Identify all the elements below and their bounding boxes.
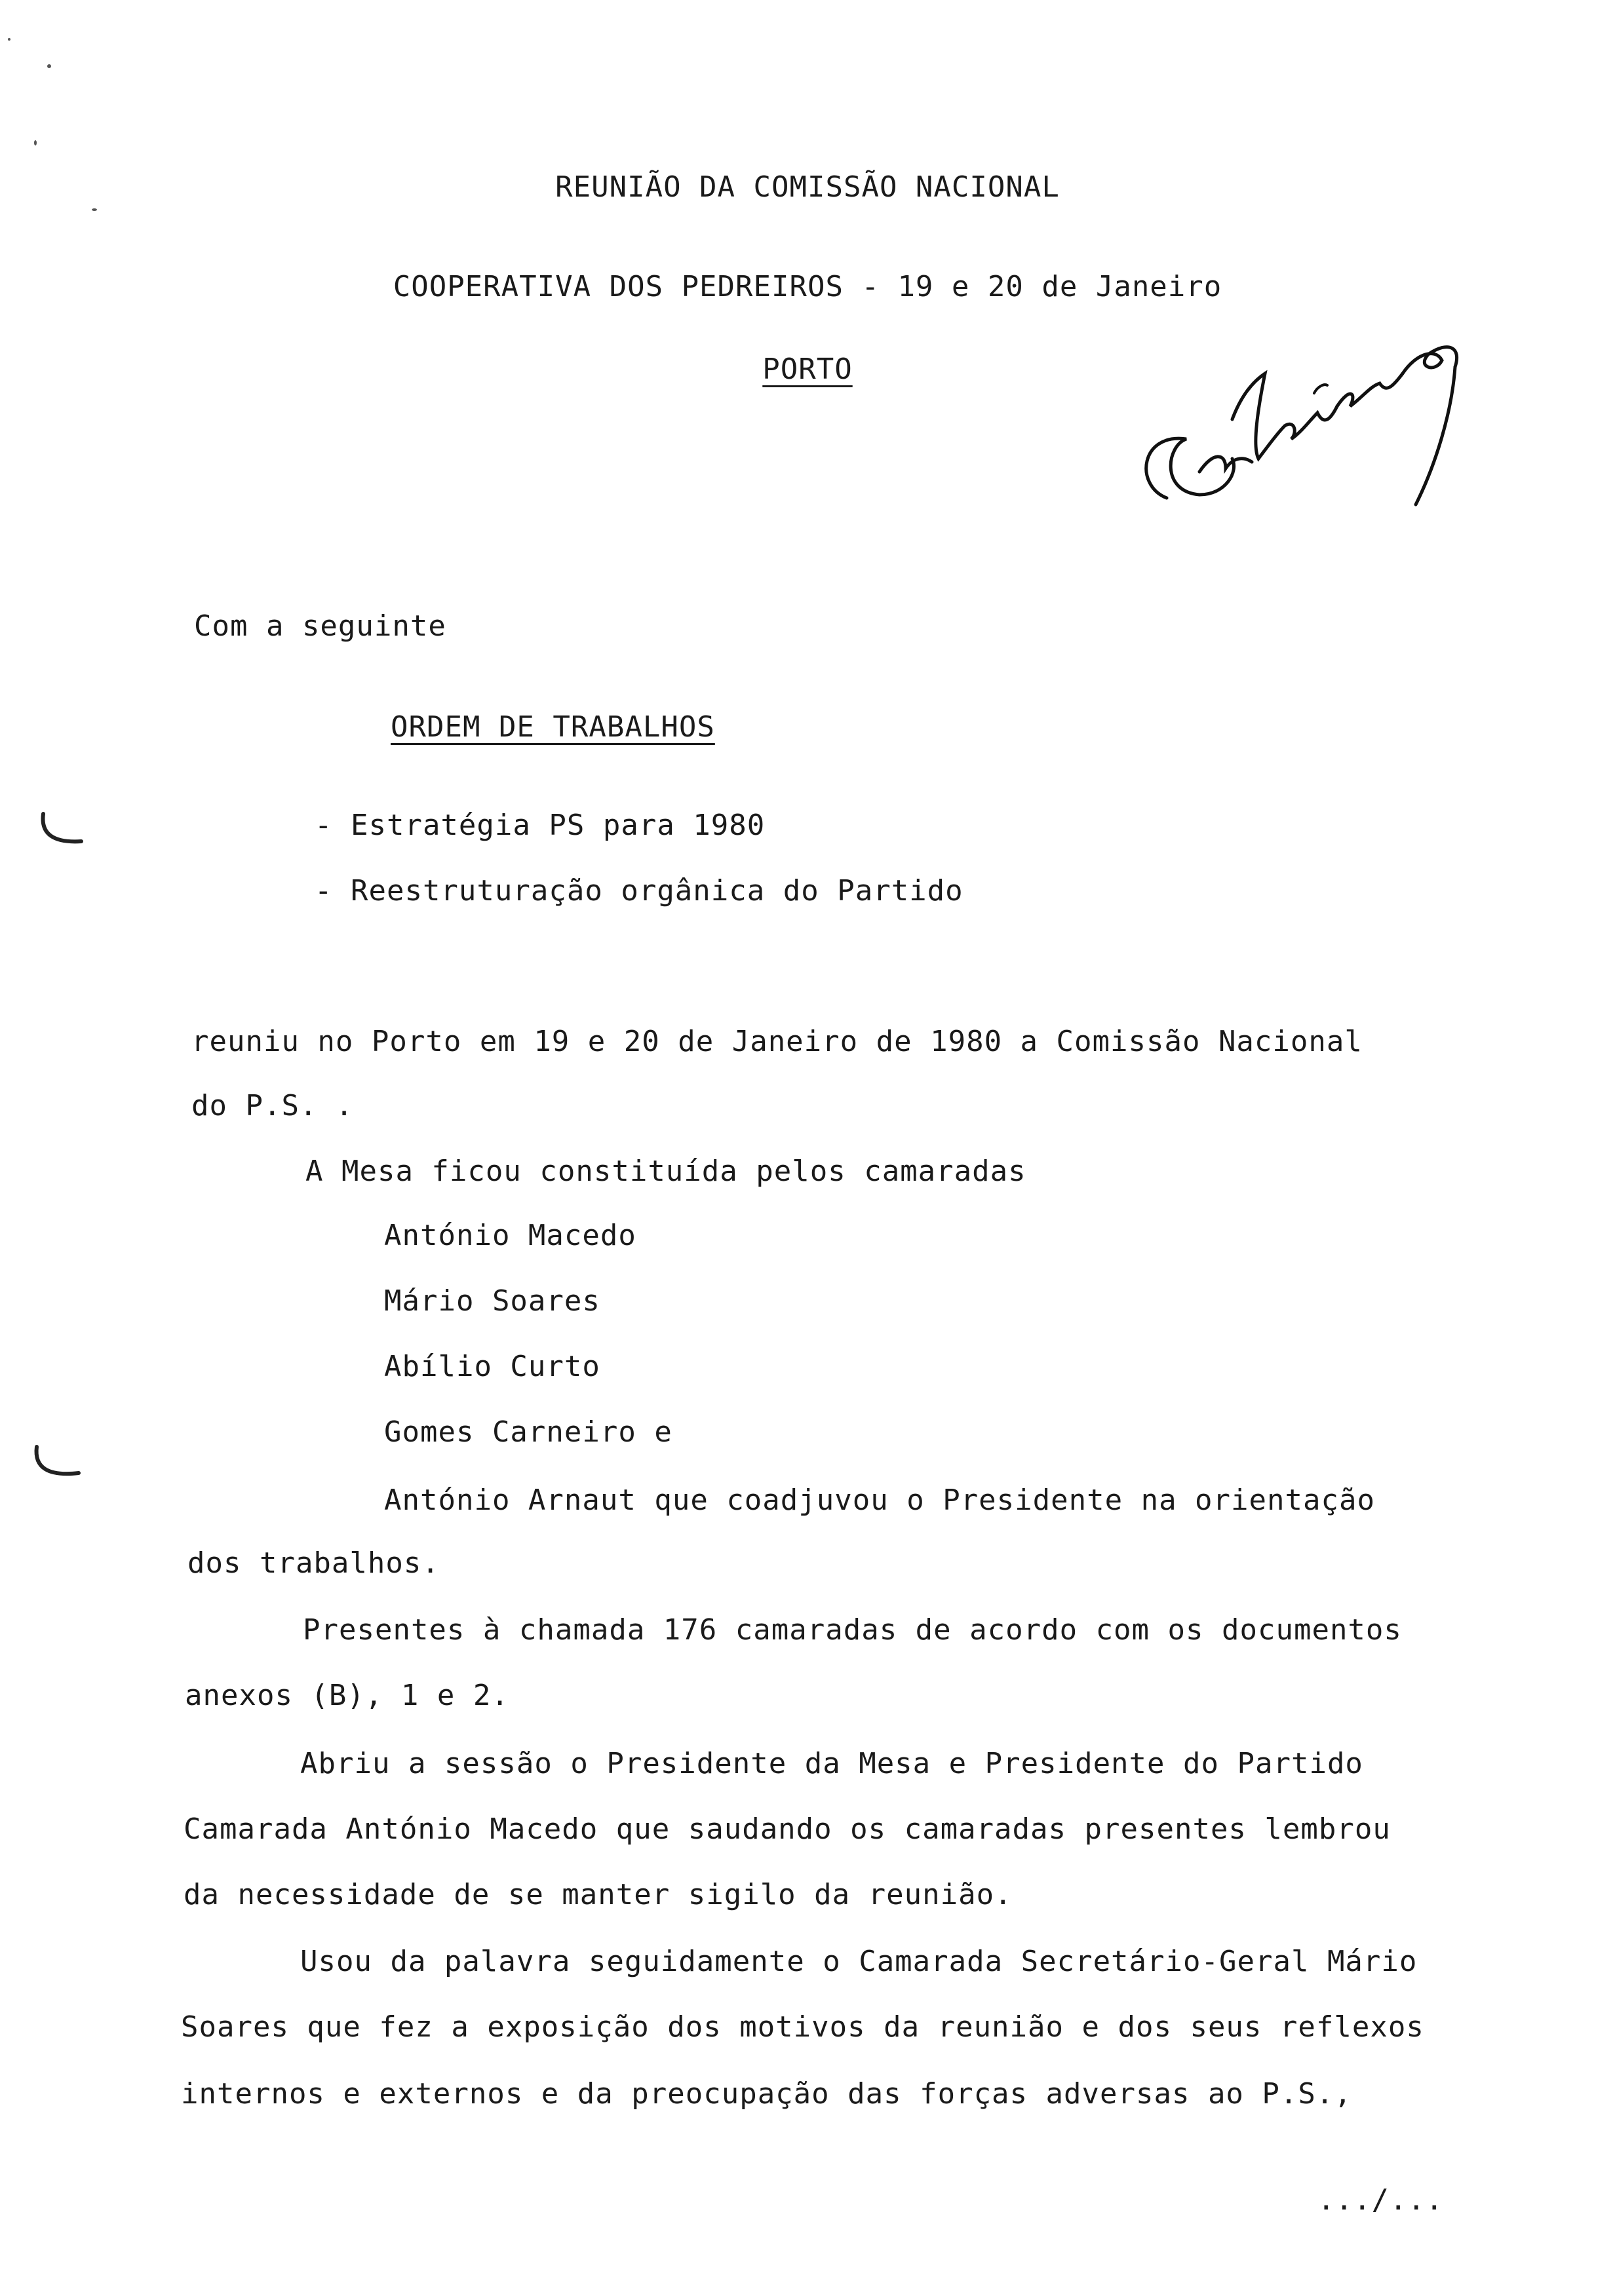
mesa-member: António Macedo	[384, 1219, 636, 1252]
paragraph-line: A Mesa ficou constituída pelos camaradas	[305, 1155, 1026, 1188]
scan-speck	[92, 208, 97, 211]
paragraph-line: internos e externos e da preocupação das forças adversas ao P.S.,	[181, 2077, 1352, 2111]
continuation-mark: .../...	[1317, 2183, 1444, 2217]
document-place: PORTO	[762, 353, 853, 386]
handwritten-signature	[1127, 321, 1494, 531]
mesa-member: Gomes Carneiro e	[384, 1415, 672, 1449]
paragraph-line: Presentes à chamada 176 camaradas de acordo com os documentos	[303, 1613, 1402, 1647]
paragraph-line: do P.S. .	[191, 1089, 354, 1122]
paragraph-line: Soares que fez a exposição dos motivos da reunião e dos seus reflexos	[181, 2010, 1424, 2044]
mesa-member: Abílio Curto	[384, 1350, 600, 1383]
document-subtitle: COOPERATIVA DOS PEDREIROS - 19 e 20 de Janeiro	[393, 270, 1222, 303]
punch-hole-mark	[34, 801, 93, 860]
paragraph-line: Usou da palavra seguidamente o Camarada Secretário-Geral Mário	[300, 1945, 1418, 1978]
agenda-item: - Estratégia PS para 1980	[315, 809, 766, 842]
paragraph-line: da necessidade de se manter sigilo da reunião.	[184, 1878, 1013, 1911]
agenda-item: - Reestruturação orgânica do Partido	[315, 874, 963, 908]
paragraph-line: Abriu a sessão o Presidente da Mesa e Presidente do Partido	[300, 1747, 1363, 1780]
paragraph-line: reuniu no Porto em 19 e 20 de Janeiro de 1980 a Comissão Nacional	[191, 1025, 1363, 1058]
scan-speck	[34, 140, 37, 145]
paragraph-line: dos trabalhos.	[187, 1546, 440, 1580]
intro-text: Com a seguinte	[194, 609, 446, 643]
mesa-member: Mário Soares	[384, 1284, 600, 1318]
document-title: REUNIÃO DA COMISSÃO NACIONAL	[555, 170, 1060, 204]
scan-speck	[47, 64, 51, 68]
scan-speck	[8, 38, 10, 41]
punch-hole-mark	[26, 1432, 92, 1491]
mesa-member: António Arnaut que coadjuvou o Presidente na orientação	[384, 1483, 1375, 1517]
paragraph-line: anexos (B), 1 e 2.	[185, 1679, 509, 1712]
agenda-heading: ORDEM DE TRABALHOS	[391, 710, 715, 744]
paragraph-line: Camarada António Macedo que saudando os camaradas presentes lembrou	[184, 1812, 1391, 1846]
